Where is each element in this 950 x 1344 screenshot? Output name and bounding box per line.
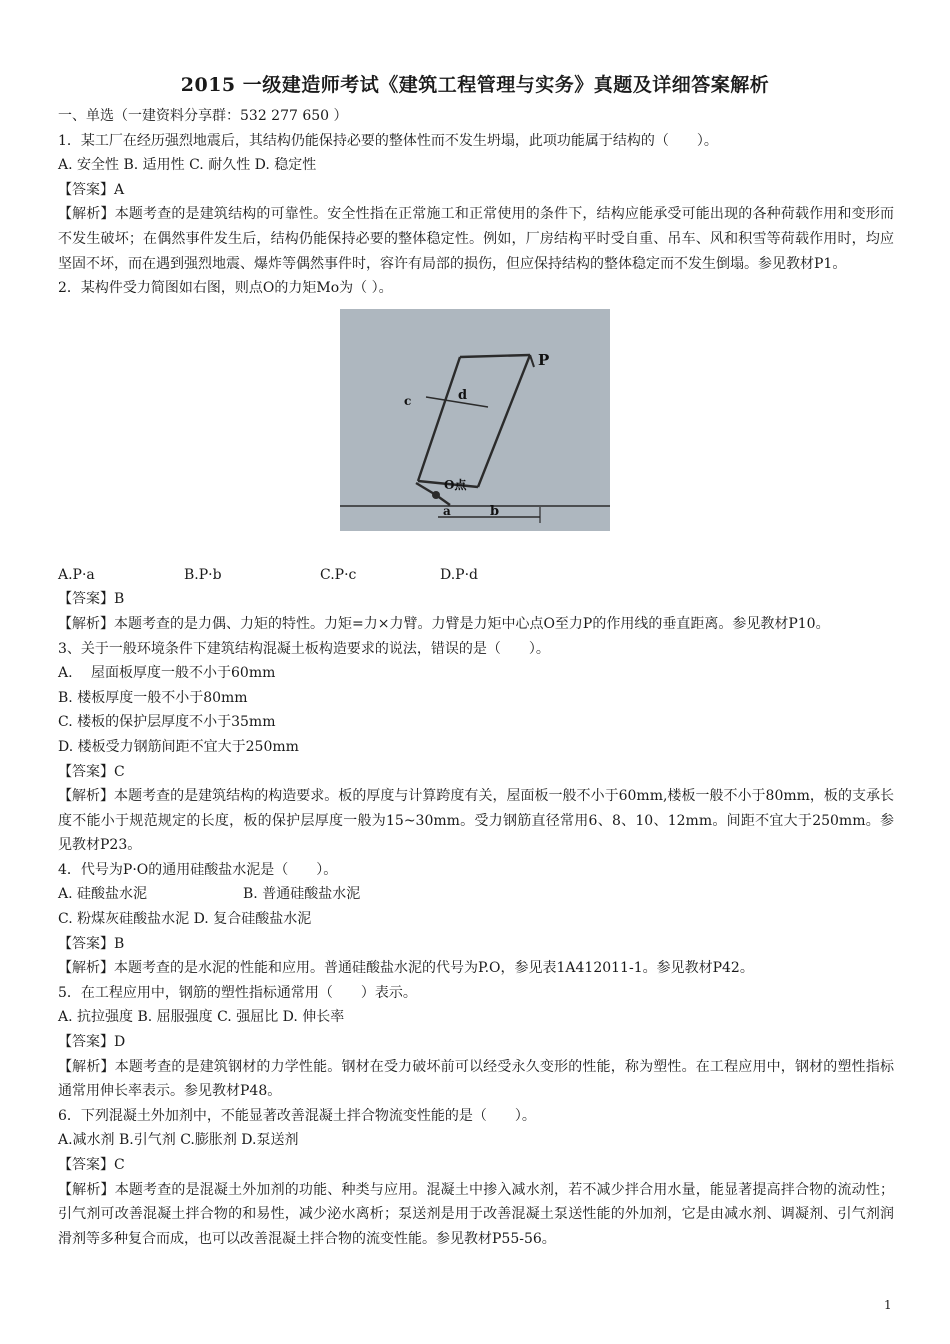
question-3-analysis: 【解析】本题考查的是建筑结构的构造要求。板的厚度与计算跨度有关，屋面板一般不小于60mm,楼板一般不小于80mm，板的支承长度不能小于规范规定的长度，板的保护层厚度一般为15~30mm。受力钢筋直径常用6、8、10、12mm。间距不宜大于250mm。参见教材P23。 [58,788,894,854]
question-4-options-cd: C. 粉煤灰硅酸盐水泥 D. 复合硅酸盐水泥 [58,911,312,928]
question-3-option-b: B. 楼板厚度一般不小于80mm [58,689,248,706]
label-b: b [490,503,500,519]
force-diagram [340,309,610,531]
question-4-answer: 【答案】B [58,935,125,952]
member-left [418,357,460,481]
question-2-option-d: D.P·d [440,566,479,583]
question-3: 3、关于一般环境条件下建筑结构混凝土板构造要求的说法，错误的是（ ）。 [58,640,550,657]
question-2-analysis: 【解析】本题考查的是力偶、力矩的特性。力矩=力×力臂。力臂是力矩中心点O至力P的作用线的垂直距离。参见教材P10。 [58,615,830,632]
question-1-answer: 【答案】A [58,181,125,198]
question-2-option-a: A.P·a [58,566,95,583]
question-2-answer: 【答案】B [58,591,125,608]
question-2-option-c: C.P·c [320,566,357,583]
question-3-option-c: C. 楼板的保护层厚度不小于35mm [58,714,276,731]
question-6-analysis: 【解析】本题考查的是混凝土外加剂的功能、种类与应用。混凝土中掺入减水剂，若不减少拌合用水量，能显著提高拌合物的流动性；引气剂可改善混凝土拌合物的和易性，减少泌水离析；泵送剂是用于改善混凝土泵送性能的外加剂，它是由减水剂、调凝剂、引气剂润滑剂等多种复合而成，也可以改善混凝土拌合物的流变性能。参见教材P55-56。 [58,1181,894,1247]
member-right [478,355,530,487]
question-4: 4．代号为P·O的通用硅酸盐水泥是（ ）。 [58,861,338,878]
page-number: 1 [884,1298,892,1312]
question-6-answer: 【答案】C [58,1157,125,1173]
question-1: 1．某工厂在经历强烈地震后，其结构仍能保持必要的整体性而不发生坍塌，此项功能属于结构的（ ）。 [58,132,718,149]
question-6: 6．下列混凝土外加剂中，不能显著改善混凝土拌合物流变性能的是（ ）。 [58,1107,536,1124]
question-2-option-b: B.P·b [184,566,222,583]
page-title: 2015 一级建造师考试《建筑工程管理与实务》真题及详细答案解析 [180,74,770,96]
point-o [432,491,440,499]
label-c: c [404,393,412,408]
question-3-option-a: A. 屋面板厚度一般不小于60mm [58,665,276,682]
question-5-analysis: 【解析】本题考查的是建筑钢材的力学性能。钢材在受力破坏前可以经受永久变形的性能，称为塑性。在工程应用中，钢材的塑性指标通常用伸长率表示。参见教材P48。 [58,1058,894,1100]
force-diagram-figure [340,309,610,531]
question-2: 2．某构件受力简图如右图，则点O的力矩Mo为（ ）。 [58,280,393,297]
force-p-arrow [530,355,534,367]
question-1-options: A. 安全性 B. 适用性 C. 耐久性 D. 稳定性 [58,157,317,174]
dimension-d-line [426,397,488,407]
question-4-analysis: 【解析】本题考查的是水泥的性能和应用。普通硅酸盐水泥的代号为P.O，参见表1A412011-1。参见教材P42。 [58,960,754,977]
question-3-answer: 【答案】C [58,763,125,780]
question-3-option-d: D. 楼板受力钢筋间距不宜大于250mm [58,738,299,755]
question-4-option-b: B. 普通硅酸盐水泥 [243,886,361,903]
label-d: d [458,387,468,403]
label-o: O点 [444,477,467,492]
question-2-figure-area [58,301,894,563]
label-p: P [538,350,550,369]
question-2-options [58,563,894,588]
question-5-options: A. 抗拉强度 B. 屈服强度 C. 强屈比 D. 伸长率 [58,1009,345,1026]
question-5: 5．在工程应用中，钢筋的塑性指标通常用（ ）表示。 [58,984,417,1001]
label-a: a [443,503,451,518]
question-5-answer: 【答案】D [58,1034,126,1051]
question-6-options: A.减水剂 B.引气剂 C.膨胀剂 D.泵送剂 [58,1132,299,1149]
member-top [460,355,530,357]
question-4-option-a: A. 硅酸盐水泥 [58,886,148,903]
question-4-options-ab [58,882,894,907]
section-heading: 一、单选（一建资料分享群：532 277 650 ） [58,108,348,124]
document-body [58,104,894,1251]
question-1-analysis: 【解析】本题考查的是建筑结构的可靠性。安全性指在正常施工和正常使用的条件下，结构应能承受可能出现的各种荷载作用和变形而不发生破坏；在偶然事件发生后，结构仍能保持必要的整体稳定性。例如，厂房结构平时受自重、吊车、风和积雪等荷载作用时，均应坚固不坏，而在遇到强烈地震、爆炸等偶然事件时，容许有局部的损伤，但应保持结构的整体稳定而不发生倒塌。参见教材P1。 [58,206,894,272]
